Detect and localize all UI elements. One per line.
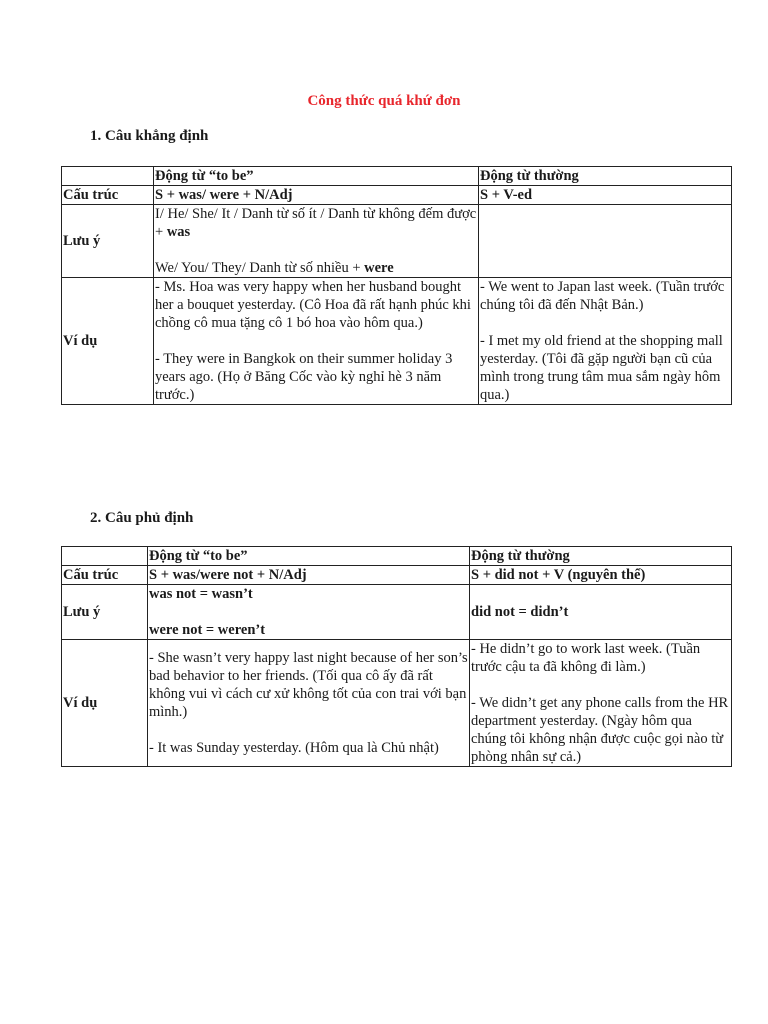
table-row-example	[62, 640, 732, 767]
row-label-example: Ví dụ	[62, 278, 154, 405]
example-text: - She wasn’t very happy last night because of her son’s bad behavior to her friends. (Tối qua cô ấy đã rất không vui vì cách cư xử không tốt của con trai với bạn mình.)	[149, 650, 468, 720]
note-tobe	[148, 585, 470, 640]
note-text: was not = wasn’t	[149, 586, 253, 602]
page-title: Công thức quá khứ đơn	[307, 93, 461, 109]
structure-tobe: S + was/were not + N/Adj	[148, 566, 470, 585]
example-text: - We went to Japan last week. (Tuần trước chúng tôi đã đến Nhật Bản.)	[480, 279, 725, 313]
note-keyword: was	[166, 224, 191, 240]
table-header-row	[62, 547, 732, 566]
header-empty-cell	[62, 167, 154, 186]
row-label-structure: Cấu trúc	[62, 566, 148, 585]
table-row-structure	[62, 186, 732, 205]
note-tobe-singular	[155, 205, 477, 241]
row-label-structure: Cấu trúc	[62, 186, 154, 205]
note-text: We/ You/ They/ Danh từ số nhiều +	[155, 260, 365, 276]
row-label-note: Lưu ý	[62, 205, 154, 278]
note-tobe-plural	[155, 259, 477, 277]
example-regular	[470, 640, 732, 767]
note-keyword: were	[364, 260, 394, 276]
example-text: - It was Sunday yesterday. (Hôm qua là Chủ nhật)	[149, 740, 439, 756]
section-heading-affirmative: 1. Câu khẳng định	[90, 128, 209, 144]
note-tobe	[154, 205, 479, 278]
example-text: - He didn’t go to work last week. (Tuần trước cậu ta đã không đi làm.)	[471, 641, 701, 675]
note-regular: did not = didn’t	[470, 585, 732, 640]
row-label-note: Lưu ý	[62, 585, 148, 640]
affirmative-table	[61, 166, 732, 405]
note-text: I/ He/ She/ It / Danh từ số ít / Danh từ không đếm được +	[155, 206, 477, 240]
example-tobe	[148, 640, 470, 767]
header-regular-verb: Động từ thường	[479, 167, 732, 186]
structure-regular: S + V-ed	[479, 186, 732, 205]
table-row-structure	[62, 566, 732, 585]
example-text: - They were in Bangkok on their summer holiday 3 years ago. (Họ ở Băng Cốc vào kỳ nghỉ hè 3 năm trước.)	[155, 351, 453, 403]
header-tobe: Động từ “to be”	[154, 167, 479, 186]
example-text: - Ms. Hoa was very happy when her husband bought her a bouquet yesterday. (Cô Hoa đã rất hạnh phúc khi chồng cô mua tặng cô 1 bó hoa vào hôm qua.)	[155, 279, 471, 331]
example-tobe	[154, 278, 479, 405]
table-row-note	[62, 585, 732, 640]
header-regular-verb: Động từ thường	[470, 547, 732, 566]
table-row-note	[62, 205, 732, 278]
example-regular	[479, 278, 732, 405]
table-header-row	[62, 167, 732, 186]
note-regular	[479, 205, 732, 278]
structure-tobe: S + was/ were + N/Adj	[154, 186, 479, 205]
example-text: - I met my old friend at the shopping mall yesterday. (Tôi đã gặp người bạn cũ của mình trong trung tâm mua sắm ngày hôm qua.)	[480, 333, 723, 403]
header-empty-cell	[62, 547, 148, 566]
section-heading-negative: 2. Câu phủ định	[90, 510, 194, 526]
negative-table	[61, 546, 732, 767]
table-row-example	[62, 278, 732, 405]
header-tobe: Động từ “to be”	[148, 547, 470, 566]
row-label-example: Ví dụ	[62, 640, 148, 767]
structure-regular: S + did not + V (nguyên thể)	[470, 566, 732, 585]
example-text: - We didn’t get any phone calls from the HR department yesterday. (Ngày hôm qua chúng tôi không nhận được cuộc gọi nào từ phòng nhân sự cả.)	[471, 695, 729, 765]
note-text: were not = weren’t	[149, 622, 266, 638]
